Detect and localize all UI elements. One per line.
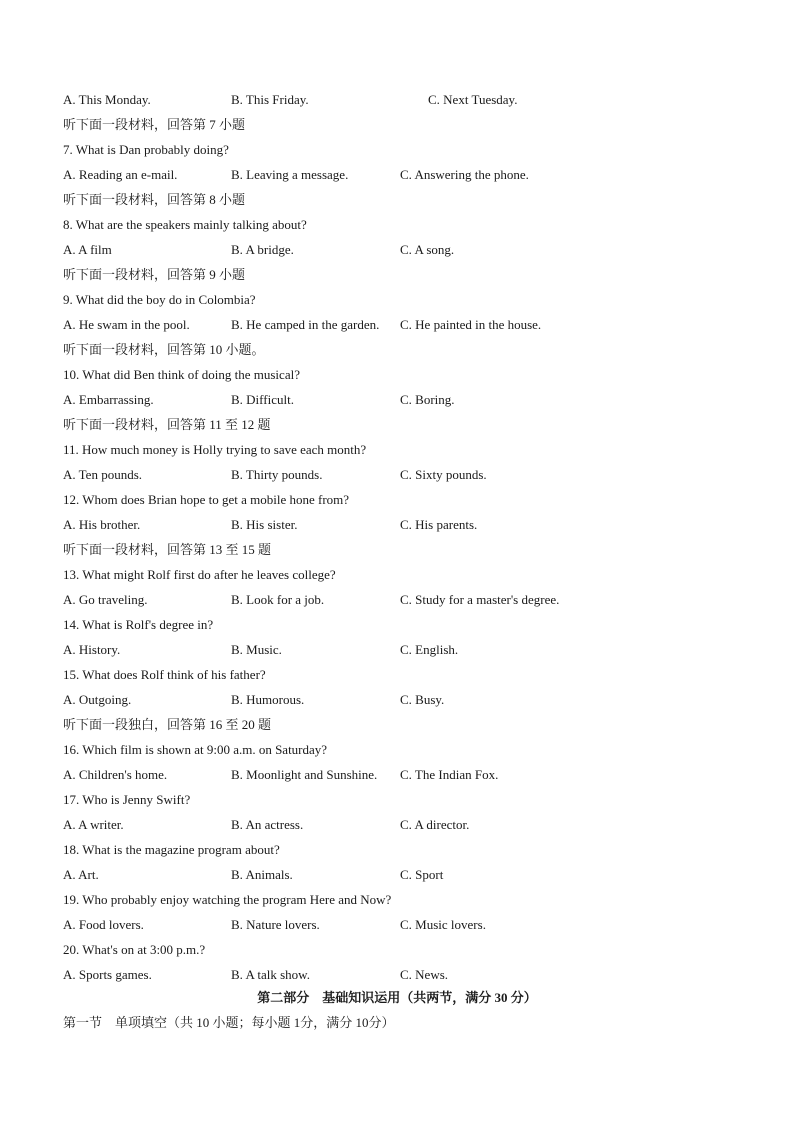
option-b: B. A talk show. (231, 967, 310, 982)
instruction-text: 听下面一段材料，回答第 10 小题。 (63, 342, 265, 357)
option-b: B. Animals. (231, 867, 293, 882)
option-a: A. Sports games. (63, 967, 152, 982)
question-text: 13. What might Rolf first do after he leaves college? (63, 567, 336, 582)
option-c: C. A director. (400, 817, 470, 832)
option-c: C. Sport (400, 867, 444, 882)
option-c: C. Sixty pounds. (400, 467, 487, 482)
option-a: A. This Monday. (63, 92, 151, 107)
option-b: B. Humorous. (231, 692, 305, 707)
option-a: A. Embarrassing. (63, 392, 154, 407)
question-text: 20. What's on at 3:00 p.m.? (63, 942, 206, 957)
option-a: A. Art. (63, 867, 99, 882)
instruction-text: 听下面一段材料，回答第 7 小题 (63, 117, 246, 132)
question-text: 16. Which film is shown at 9:00 a.m. on Saturday? (63, 742, 328, 757)
option-c: C. Boring. (400, 392, 455, 407)
option-b: B. His sister. (231, 517, 298, 532)
option-b: B. He camped in the garden. (231, 317, 380, 332)
option-c: C. Busy. (400, 692, 445, 707)
option-c: C. His parents. (400, 517, 478, 532)
option-a: A. Children's home. (63, 767, 168, 782)
option-a: A. Food lovers. (63, 917, 144, 932)
instruction-text: 听下面一段材料，回答第 13 至 15 题 (63, 542, 272, 557)
option-b: B. Difficult. (231, 392, 294, 407)
option-c: C. Answering the phone. (400, 167, 529, 182)
question-text: 7. What is Dan probably doing? (63, 142, 229, 157)
option-b: B. Leaving a message. (231, 167, 349, 182)
option-c: C. Study for a master's degree. (400, 592, 560, 607)
question-text: 14. What is Rolf's degree in? (63, 617, 214, 632)
option-a: A. Reading an e-mail. (63, 167, 178, 182)
option-b: B. An actress. (231, 817, 304, 832)
question-text: 19. Who probably enjoy watching the program Here and Now? (63, 892, 392, 907)
option-c: C. Music lovers. (400, 917, 486, 932)
instruction-text: 听下面一段材料，回答第 11 至 12 题 (63, 417, 271, 432)
option-a: A. A writer. (63, 817, 124, 832)
question-text: 17. Who is Jenny Swift? (63, 792, 191, 807)
option-c: C. A song. (400, 242, 455, 257)
question-text: 15. What does Rolf think of his father? (63, 667, 266, 682)
option-a: A. History. (63, 642, 121, 657)
option-a: A. Go traveling. (63, 592, 148, 607)
instruction-text: 听下面一段独白，回答第 16 至 20 题 (63, 717, 272, 732)
option-a: A. He swam in the pool. (63, 317, 190, 332)
option-b: B. A bridge. (231, 242, 294, 257)
option-c: C. Next Tuesday. (428, 92, 518, 107)
option-c: C. He painted in the house. (400, 317, 542, 332)
question-text: 9. What did the boy do in Colombia? (63, 292, 256, 307)
part-heading: 第二部分 基础知识运用（共两节，满分 30 分） (257, 990, 537, 1005)
question-text: 12. Whom does Brian hope to get a mobile hone from? (63, 492, 350, 507)
question-text: 10. What did Ben think of doing the musical? (63, 367, 300, 382)
option-c: C. English. (400, 642, 459, 657)
option-b: B. Look for a job. (231, 592, 325, 607)
option-b: B. Nature lovers. (231, 917, 320, 932)
question-text: 18. What is the magazine program about? (63, 842, 280, 857)
option-a: A. Outgoing. (63, 692, 132, 707)
option-a: A. Ten pounds. (63, 467, 143, 482)
option-a: A. A film (63, 242, 112, 257)
option-c: C. News. (400, 967, 449, 982)
option-b: B. Moonlight and Sunshine. (231, 767, 378, 782)
instruction-text: 听下面一段材料，回答第 9 小题 (63, 267, 246, 282)
option-b: B. Thirty pounds. (231, 467, 323, 482)
section-heading: 第一节 单项填空（共 10 小题；每小题 1分，满分 10分） (63, 1015, 395, 1030)
option-c: C. The Indian Fox. (400, 767, 499, 782)
question-text: 8. What are the speakers mainly talking about? (63, 217, 307, 232)
question-text: 11. How much money is Holly trying to save each month? (63, 442, 367, 457)
option-b: B. This Friday. (231, 92, 309, 107)
option-a: A. His brother. (63, 517, 141, 532)
instruction-text: 听下面一段材料，回答第 8 小题 (63, 192, 246, 207)
option-b: B. Music. (231, 642, 282, 657)
